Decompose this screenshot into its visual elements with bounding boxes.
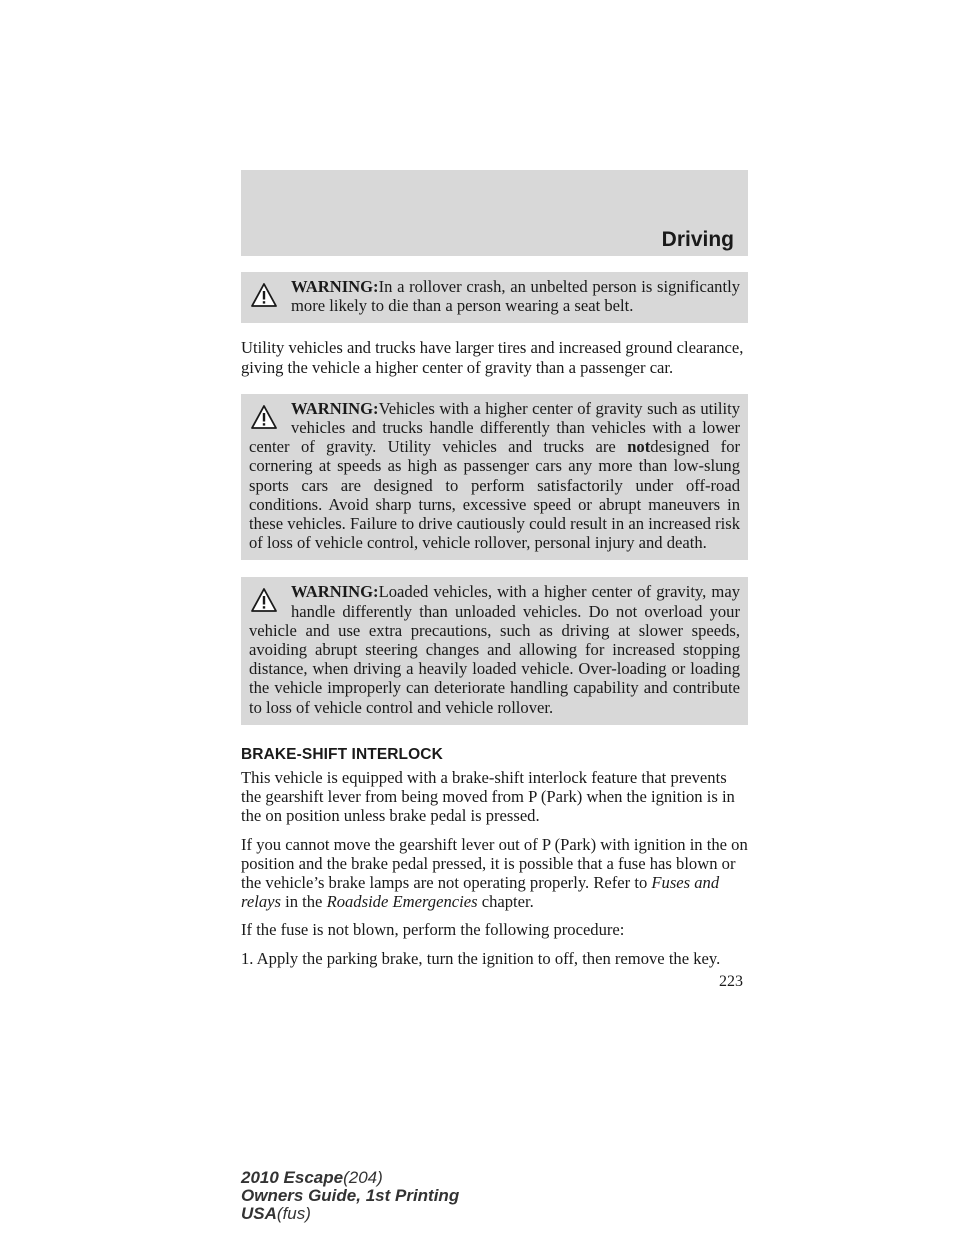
paragraph-fuse-not-blown: If the fuse is not blown, perform the following procedure:: [241, 920, 625, 940]
footer-region-code: (fus): [276, 1204, 311, 1223]
warning-text: [249, 277, 740, 315]
procedure-step-1: 1. Apply the parking brake, turn the ignition to off, then remove the key.: [241, 948, 721, 968]
section-title: Driving: [661, 228, 734, 251]
page-number: 223: [719, 973, 743, 990]
paragraph-interlock-intro: This vehicle is equipped with a brake-shift interlock feature that prevents the gearshift lever from being moved from P (Park) when the ignition is in the on position unless brake pedal is pressed.: [241, 768, 735, 826]
reference-roadside-emergencies: Roadside Emergencies: [326, 892, 478, 912]
text-after-ref: chapter.: [481, 892, 534, 912]
warning-triangle-icon: [251, 588, 277, 614]
warning-body: In a rollover crash, an unbelted person is significantly more likely to die than a person wearing a seat belt.: [291, 277, 740, 316]
footer-line-1: [241, 1169, 459, 1187]
warning-label: WARNING:: [291, 398, 379, 418]
heading-brake-shift-interlock: BRAKE-SHIFT INTERLOCK: [241, 745, 443, 763]
footer-line-2: Owners Guide, 1st Printing: [241, 1186, 460, 1205]
reference-fuses-and-relays: Fuses and relays: [241, 873, 720, 912]
warning-body-before: Vehicles with a higher center of gravity such as utility vehicles and trucks handle differently than vehicles with a lower center of gravity. Utility vehicles and trucks are: [249, 398, 740, 457]
footer-region: USA: [241, 1204, 277, 1223]
footer-line-3: [241, 1205, 459, 1223]
paragraph-utility-vehicles: Utility vehicles and trucks have larger tires and increased ground clearance, giving the vehicle a higher center of gravity than a passenger car.: [241, 338, 744, 377]
page-content: [241, 272, 748, 968]
warning-label: WARNING:: [291, 277, 379, 296]
warning-triangle-icon: [251, 405, 277, 431]
warning-box-center-of-gravity: [241, 394, 748, 561]
paragraph-cannot-move-lever: [241, 835, 748, 912]
warning-triangle-icon: [251, 283, 277, 309]
warning-body: Loaded vehicles, with a higher center of gravity, may handle differently than unloaded vehicles. Do not overload your vehicle and use extra precautions, such as driving at slower speeds, avoiding abrupt steering changes and allowing for increased stopping distance, when driving a heavily loaded vehicle. Over-loading or loading the vehicle improperly can deteriorate handling capability and contribute to loss of vehicle control and vehicle rollover.: [249, 582, 740, 717]
text-before-ref: If you cannot move the gearshift lever out of P (Park) with ignition in the on position and the brake pedal pressed, it is possible that a fuse has blown or the vehicle’s brake lamps are not operating properly. Refer to: [241, 834, 748, 893]
warning-box-loaded-vehicles: [241, 577, 748, 724]
warning-label: WARNING:: [291, 582, 379, 602]
footer-model-code: (204): [343, 1168, 383, 1187]
section-header-box: [241, 170, 748, 256]
text-mid: in the: [285, 892, 323, 912]
footer-model: 2010 Escape: [241, 1168, 344, 1187]
document-footer: [241, 1169, 459, 1223]
warning-box-rollover: [241, 272, 748, 323]
warning-text: [249, 582, 740, 716]
warning-body-after: designed for cornering at speeds as high as passenger cars any more than low-slung sports cars are designed to perform satisfactorily under off-road conditions. Avoid sharp turns, excessive speed or abrupt maneuvers in these vehicles. Failure to drive cautiously could result in an increased risk of loss of vehicle control, vehicle rollover, personal injury and death.: [249, 437, 741, 553]
warning-text: [249, 399, 740, 553]
warning-emphasis: not: [627, 437, 651, 457]
